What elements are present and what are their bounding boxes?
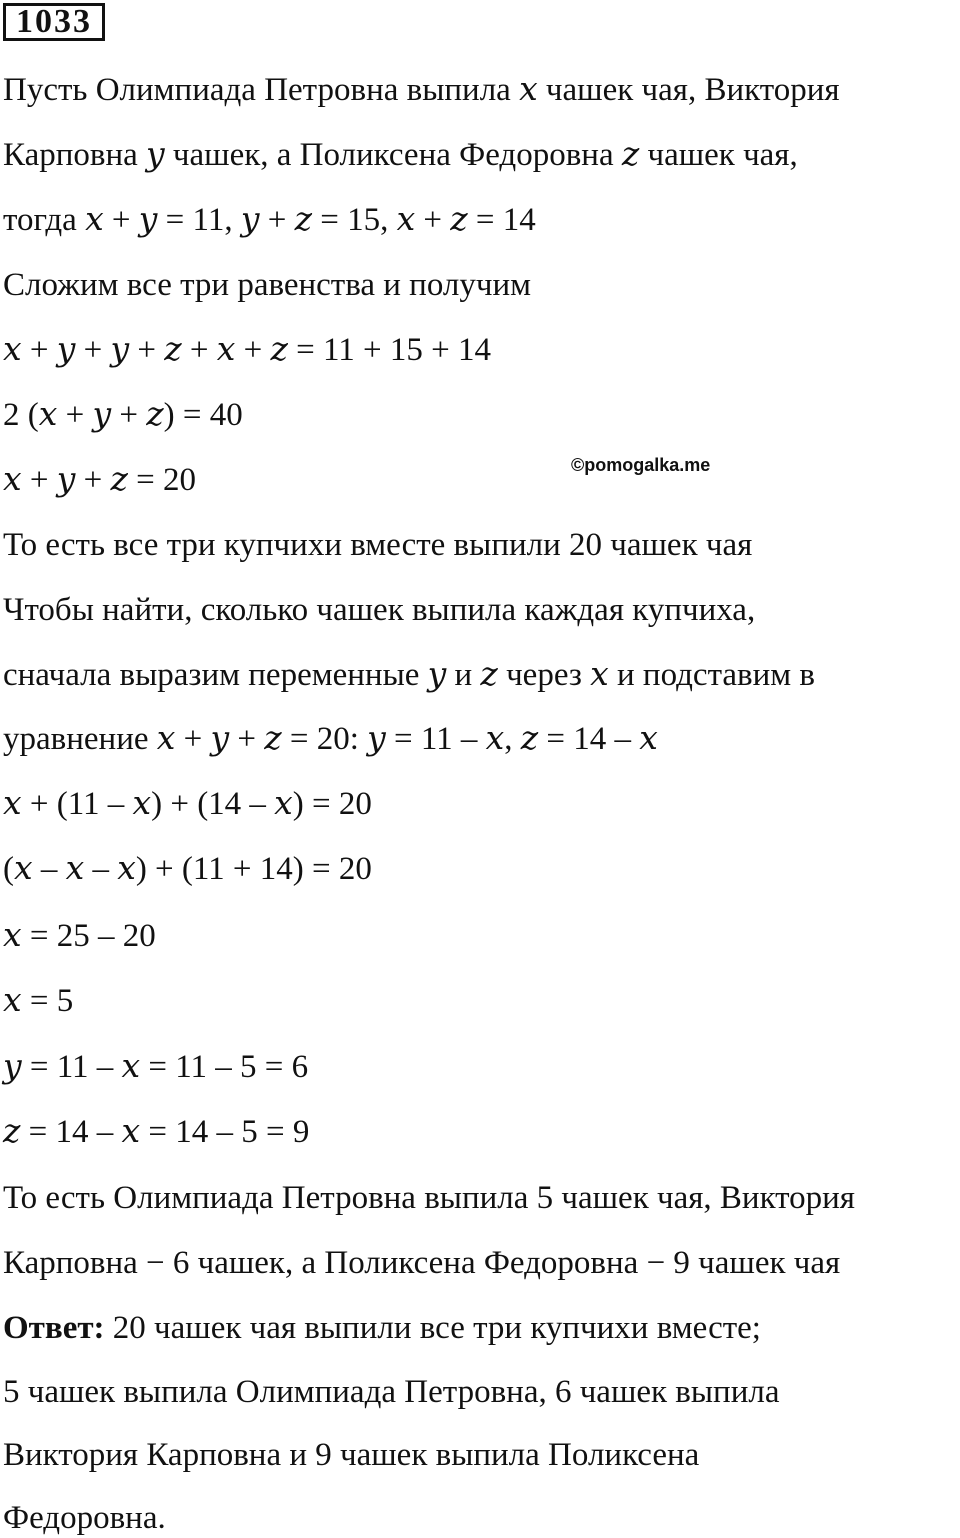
text-line: Карповна − 6 чашек, а Поликсена Федоровна − 9 чашек чая bbox=[3, 1245, 841, 1281]
equation-line: 𝑥 = 25 – 20 bbox=[3, 918, 156, 954]
text-line: Пусть Олимпиада Петровна выпила 𝑥 чашек чая, Виктория bbox=[3, 72, 840, 108]
equation-line: 𝑧 = 14 – 𝑥 = 14 – 5 = 9 bbox=[3, 1114, 310, 1150]
text-line: сначала выразим переменные 𝑦 и 𝑧 через 𝑥 и подставим в bbox=[3, 657, 815, 693]
text-line: То есть все три купчихи вместе выпили 20 чашек чая bbox=[3, 527, 753, 563]
text-line: Сложим все три равенства и получим bbox=[3, 267, 532, 303]
text-line: уравнение 𝑥 + 𝑦 + 𝑧 = 20: 𝑦 = 11 – 𝑥, 𝑧 = 14 – 𝑥 bbox=[3, 721, 658, 757]
answer-line: Виктория Карповна и 9 чашек выпила Поликсена bbox=[3, 1437, 700, 1473]
problem-number: 1033 bbox=[3, 3, 105, 41]
equation-line: 2 (𝑥 + 𝑦 + 𝑧) = 40 bbox=[3, 397, 243, 433]
text-line: То есть Олимпиада Петровна выпила 5 чашек чая, Виктория bbox=[3, 1180, 855, 1216]
text-line: Карповна 𝑦 чашек, а Поликсена Федоровна 𝑧 чашек чая, bbox=[3, 137, 798, 173]
equation-line: 𝑥 + (11 – 𝑥) + (14 – 𝑥) = 20 bbox=[3, 786, 372, 822]
equation-line: 𝑥 + 𝑦 + 𝑦 + 𝑧 + 𝑥 + 𝑧 = 11 + 15 + 14 bbox=[3, 332, 491, 368]
text-line: Чтобы найти, сколько чашек выпила каждая купчиха, bbox=[3, 592, 756, 628]
equation-line: 𝑥 + 𝑦 + 𝑧 = 20 bbox=[3, 462, 196, 498]
equation-line: 𝑥 = 5 bbox=[3, 983, 74, 1019]
equation-line: 𝑦 = 11 – 𝑥 = 11 – 5 = 6 bbox=[3, 1049, 309, 1085]
equation-line: (𝑥 – 𝑥 – 𝑥) + (11 + 14) = 20 bbox=[3, 851, 372, 887]
watermark: ©pomogalka.me bbox=[571, 455, 711, 475]
text-line: тогда 𝑥 + 𝑦 = 11, 𝑦 + 𝑧 = 15, 𝑥 + 𝑧 = 14 bbox=[3, 202, 536, 238]
answer-line: Федоровна. bbox=[3, 1500, 166, 1536]
answer-line bbox=[3, 1308, 761, 1348]
answer-label: Ответ: bbox=[3, 1310, 105, 1346]
answer-line: 5 чашек выпила Олимпиада Петровна, 6 чашек выпила bbox=[3, 1374, 780, 1410]
answer-text: 20 чашек чая выпили все три купчихи вместе; bbox=[104, 1310, 761, 1346]
